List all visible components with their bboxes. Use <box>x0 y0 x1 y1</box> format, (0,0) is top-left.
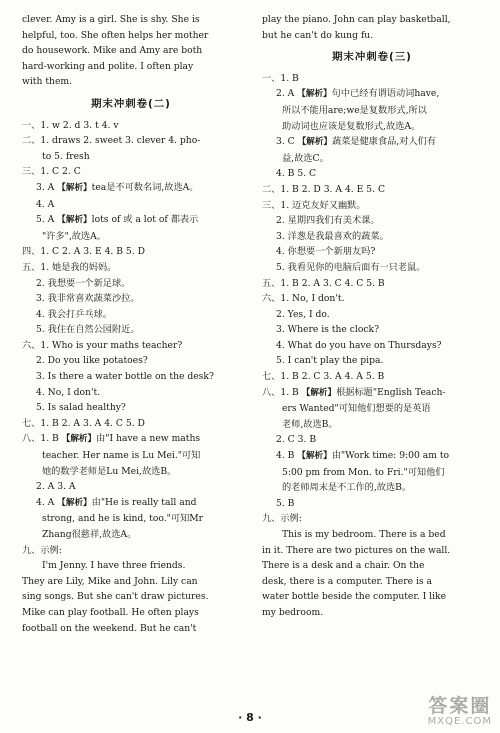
answer-text: hard-working and polite. I often play <box>22 60 194 72</box>
answer-line <box>262 448 482 465</box>
answer-text: 5:00 pm from Mon. to Fri."可知他们 <box>282 466 445 478</box>
answer-line <box>22 164 240 180</box>
answer-text: football on the weekend. But he can't <box>22 622 197 634</box>
answer-text: 三、1. 迈克友好又幽默。 <box>262 199 366 211</box>
answer-line <box>262 574 482 590</box>
answer-line <box>22 558 240 574</box>
answer-text: my bedroom. <box>262 606 324 618</box>
answer-text: do housework. Mike and Amy are both <box>22 45 203 57</box>
answer-text: 九、示例: <box>22 544 62 556</box>
answer-text: 助动词也应该是复数形式,故选A。 <box>282 120 421 132</box>
answer-line <box>262 229 482 245</box>
answer-line <box>22 574 240 590</box>
answer-text: 她的数学老师是Lu Mei,故选B。 <box>42 465 177 477</box>
answer-text: 4. A <box>36 198 55 210</box>
answer-text: 3. 我非常喜欢蔬菜沙拉。 <box>36 293 140 305</box>
answer-line <box>262 605 482 621</box>
answer-line <box>22 385 240 401</box>
watermark-logo <box>428 696 492 727</box>
answer-text: 益,故选C。 <box>282 152 329 164</box>
answer-text: helpful, too. She often helps her mother <box>22 29 209 41</box>
answer-line <box>262 119 482 135</box>
answer-line <box>262 12 482 28</box>
analysis-text: 由"Work time: 9:00 am to <box>331 450 450 462</box>
answer-line <box>262 276 482 292</box>
answer-line <box>22 589 240 605</box>
answer-line <box>262 198 482 214</box>
answer-line <box>22 12 240 28</box>
answer-line <box>22 400 240 416</box>
answer-text: 2. A 3. A <box>36 481 76 493</box>
answer-line <box>262 71 482 87</box>
answer-text: 五、1. 她是我的妈妈。 <box>22 261 117 273</box>
answer-text: but he can't do kung fu. <box>262 29 374 41</box>
answer-text: 九、示例: <box>262 513 302 525</box>
answer-text: I'm Jenny. I have three friends. <box>42 560 186 572</box>
answer-text: 4. A <box>36 496 58 508</box>
answer-line <box>22 416 240 432</box>
analysis-tag: 【解析】 <box>297 451 332 462</box>
answer-line <box>262 28 482 44</box>
watermark-url: MXQE.COM <box>427 716 492 727</box>
answer-text: in it. There are two pictures on the wall. <box>262 544 451 556</box>
answer-line <box>262 213 482 229</box>
answer-text: 2. Do you like potatoes? <box>36 355 148 367</box>
answer-text: 六、1. No, I don't. <box>262 293 345 305</box>
answer-text: 一、1. w 2. d 3. t 4. v <box>22 119 119 131</box>
answer-text: 六、1. Who is your maths teacher? <box>22 339 183 351</box>
answer-line <box>262 385 482 402</box>
answer-line <box>22 448 240 464</box>
analysis-tag: 【解析】 <box>57 182 92 193</box>
answer-text: 二、1. B 2. D 3. A 4. E 5. C <box>262 183 385 195</box>
section-heading <box>22 97 240 113</box>
answer-text: 5. 我住在自然公园附近。 <box>36 324 140 336</box>
page-number: · 8 · <box>238 711 262 724</box>
answer-text: "许多",故选A。 <box>42 230 106 242</box>
answer-text: 五、1. B 2. A 3. C 4. C 5. B <box>262 277 385 289</box>
answer-text: 老师,故选B。 <box>282 418 338 430</box>
answer-text: 所以不能用are;we是复数形式,所以 <box>282 104 427 116</box>
answer-line <box>262 527 482 543</box>
answer-line <box>22 307 240 323</box>
answer-line <box>262 182 482 198</box>
answer-text: 4. B 5. C <box>276 168 317 180</box>
analysis-tag: 【解析】 <box>301 387 337 398</box>
answer-text: 4. 我会打乒乓球。 <box>36 308 112 320</box>
answer-text: water bottle beside the computer. I like <box>262 591 447 603</box>
answer-line <box>262 260 482 276</box>
answer-text: 5. 我看见你的电脑后面有一只老鼠。 <box>276 261 426 273</box>
answer-text: 期末冲刺卷(二) <box>91 97 171 110</box>
answer-line <box>262 496 482 512</box>
answer-line <box>262 401 482 417</box>
answer-text: 4. What do you have on Thursdays? <box>276 339 442 351</box>
answer-line <box>22 28 240 44</box>
answer-line <box>22 212 240 229</box>
answer-line <box>262 322 482 338</box>
left-column <box>22 12 240 636</box>
answer-text: 5. I can't play the pipa. <box>276 355 384 367</box>
answer-line <box>22 621 240 637</box>
answer-line <box>262 86 482 103</box>
analysis-tag: 【解析】 <box>297 89 332 100</box>
answer-line <box>262 558 482 574</box>
analysis-tag: 【解析】 <box>297 137 333 148</box>
analysis-tag: 【解析】 <box>57 497 92 508</box>
answer-text: sing songs. But she can't draw pictures. <box>22 591 209 603</box>
answer-text: 3. Is there a water bottle on the desk? <box>36 371 214 383</box>
answer-text: ers Wanted"可知他们想要的是英语 <box>282 403 431 415</box>
answer-line <box>22 338 240 354</box>
answer-text: teacher. Her name is Lu Mei."可知 <box>42 450 201 462</box>
answer-line <box>262 369 482 385</box>
answer-text: 的老师周末是不工作的,故选B。 <box>282 482 412 494</box>
analysis-tag: 【解析】 <box>61 434 97 445</box>
answer-line <box>22 464 240 480</box>
analysis-tag: 【解析】 <box>57 215 92 226</box>
answer-line <box>22 369 240 385</box>
answer-line <box>262 151 482 167</box>
answer-text: 2. Yes, I do. <box>276 308 330 320</box>
answer-line <box>262 417 482 433</box>
analysis-text: 由"I have a new maths <box>96 433 201 445</box>
answer-line <box>262 465 482 481</box>
right-column <box>262 12 482 621</box>
answer-line <box>22 353 240 369</box>
analysis-text: 由"He is really tall and <box>91 496 197 508</box>
answer-line <box>262 134 482 151</box>
answer-line <box>262 338 482 354</box>
answer-line <box>262 291 482 307</box>
answer-text: 期末冲刺卷(三) <box>332 51 412 64</box>
answer-text: 3. A <box>36 181 58 193</box>
answer-text: 5. A <box>36 214 58 226</box>
answer-line <box>22 118 240 134</box>
answer-text: clever. Amy is a girl. She is shy. She is <box>22 14 200 25</box>
answer-line <box>262 543 482 559</box>
answer-text: 一、1. B <box>262 72 299 84</box>
answer-line <box>22 495 240 512</box>
answer-text: 四、1. C 2. A 3. E 4. B 5. D <box>22 246 145 258</box>
answer-line <box>22 322 240 338</box>
answer-line <box>22 511 240 527</box>
answer-line <box>22 276 240 292</box>
answer-text: to 5. fresh <box>42 150 90 162</box>
answer-line <box>22 605 240 621</box>
answer-text: 3. 洋葱是我最喜欢的蔬菜。 <box>276 230 389 242</box>
answer-line <box>22 43 240 59</box>
answer-line <box>262 103 482 119</box>
answer-text: 3. Where is the clock? <box>276 324 380 336</box>
answer-line <box>22 149 240 165</box>
answer-text: 2. C 3. B <box>276 434 317 446</box>
answer-line <box>262 166 482 182</box>
answer-line <box>22 133 240 149</box>
answer-text: play the piano. John can play basketball, <box>262 14 451 25</box>
answer-text: They are Lily, Mike and John. Lily can <box>22 575 198 587</box>
answer-line <box>22 527 240 543</box>
answer-text: 4. 你想要一个新朋友吗? <box>276 246 376 258</box>
analysis-text: 蔬菜是健康食品,对人们有 <box>332 136 437 148</box>
analysis-text: lots of 或 a lot of 都表示 <box>91 214 199 226</box>
analysis-text: 句中已经有谓语动词have, <box>331 88 440 100</box>
answer-line <box>22 291 240 307</box>
answer-text: 七、1. B 2. A 3. A 4. C 5. D <box>22 417 145 429</box>
answer-text: 三、1. C 2. C <box>22 166 81 178</box>
answer-text: 2. 我想要一个新足球。 <box>36 277 131 289</box>
answer-text: 3. C <box>276 136 298 148</box>
answer-line <box>22 431 240 448</box>
answer-text: 八、1. B <box>262 386 302 398</box>
answer-line <box>22 479 240 495</box>
answer-text: 5. Is salad healthy? <box>36 402 126 414</box>
answer-line <box>262 432 482 448</box>
answer-line <box>22 244 240 260</box>
answer-text: with them. <box>22 76 73 88</box>
answer-text: 二、1. draws 2. sweet 3. clever 4. pho- <box>22 135 201 147</box>
answer-text: 七、1. B 2. C 3. A 4. A 5. B <box>262 371 385 383</box>
answer-text: desk, there is a computer. There is a <box>262 575 433 587</box>
answer-line <box>262 307 482 323</box>
answer-line <box>22 59 240 75</box>
answer-text: 4. B <box>276 450 298 462</box>
answer-line <box>22 197 240 213</box>
watermark-title: 答案圈 <box>428 695 492 717</box>
answer-text: 5. B <box>276 497 295 509</box>
answer-line <box>22 260 240 276</box>
answer-text: 2. 星期四我们有美术课。 <box>276 215 380 227</box>
answer-text: 4. No, I don't. <box>36 386 101 398</box>
answer-text: This is my bedroom. There is a bed <box>282 529 446 540</box>
answer-line <box>262 244 482 260</box>
answer-line <box>262 511 482 527</box>
answer-line <box>22 180 240 197</box>
answer-text: 八、1. B <box>22 433 62 445</box>
answer-line <box>22 229 240 245</box>
answer-text: 2. A <box>276 88 298 100</box>
answer-line <box>262 480 482 496</box>
answer-line <box>262 353 482 369</box>
answer-text: strong, and he is kind, too."可知Mr <box>42 513 204 525</box>
answer-text: Mike can play football. He often plays <box>22 606 199 618</box>
answer-line <box>262 589 482 605</box>
answer-line <box>22 74 240 90</box>
answer-text: There is a desk and a chair. On the <box>262 560 425 572</box>
section-heading <box>262 50 482 66</box>
answer-text: Zhang很慈祥,故选A。 <box>42 529 137 540</box>
analysis-text: 根据标题"English Teach- <box>336 386 446 398</box>
answer-line <box>22 543 240 559</box>
analysis-text: tea是不可数名词,故选A。 <box>91 181 199 193</box>
